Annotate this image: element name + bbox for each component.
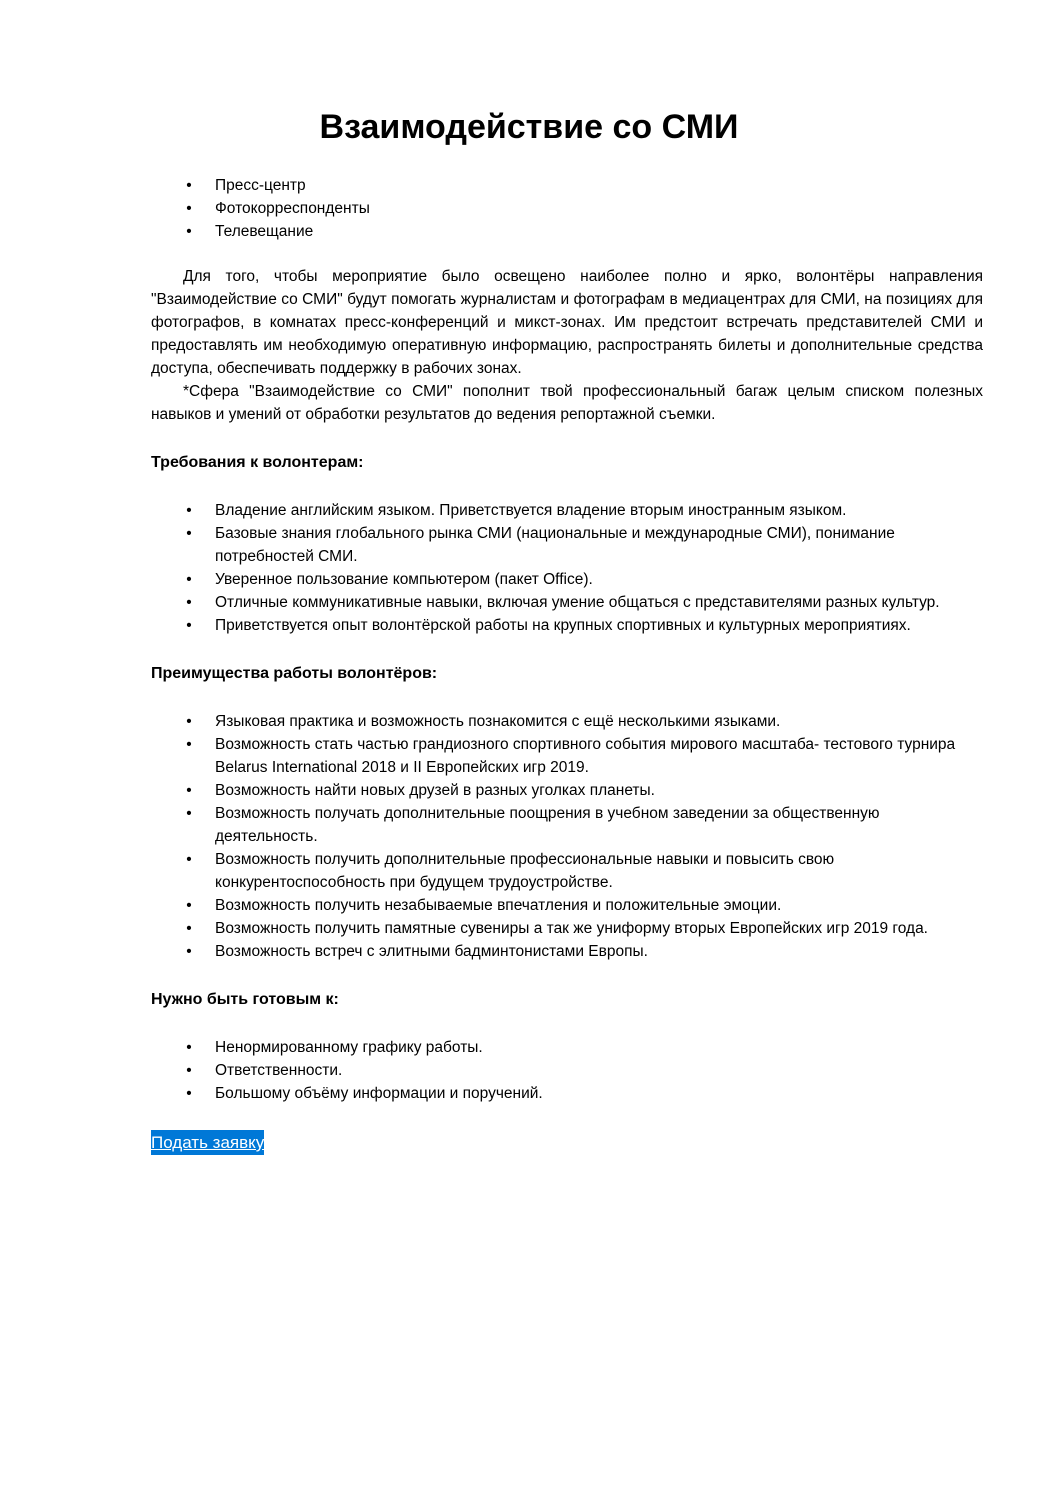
list-item: • Владение английским языком. Приветствуется владение вторым иностранным языком. [151, 499, 983, 522]
bullet-icon: • [186, 594, 192, 611]
document-body [151, 174, 983, 1155]
readiness-list [151, 1036, 983, 1105]
list-item: • Фотокорреспонденты [151, 197, 983, 220]
requirements-heading: Требования к волонтерам: [151, 454, 364, 471]
list-item: • Базовые знания глобального рынка СМИ (национальные и международные СМИ), понимание потребностей СМИ. [151, 522, 983, 568]
list-item: • Отличные коммуникативные навыки, включая умение общаться с представителями разных культур. [151, 591, 983, 614]
note-paragraph: *Сфера "Взаимодействие со СМИ" пополнит твой профессиональный багаж целым списком полезных навыков и умений от обработки результатов до ведения репортажной съемки. [151, 383, 983, 423]
bullet-icon: • [186, 223, 192, 240]
requirements-list [151, 499, 983, 637]
list-item: • Большому объёму информации и поручений. [151, 1082, 983, 1105]
bullet-icon: • [186, 1085, 192, 1102]
bullet-icon: • [186, 525, 192, 542]
list-item: • Ненормированному графику работы. [151, 1036, 983, 1059]
list-item: • Возможность получать дополнительные поощрения в учебном заведении за общественную деятельность. [151, 802, 983, 848]
bullet-icon: • [186, 713, 192, 730]
bullet-icon: • [186, 897, 192, 914]
list-item: • Возможность стать частью грандиозного спортивного события мирового масштаба- тестового турнира Belarus International 2018 и II Европейских игр 2019. [151, 733, 983, 779]
list-item: • Возможность получить памятные сувениры а так же униформу вторых Европейских игр 2019 года. [151, 917, 983, 940]
list-item: • Телевещание [151, 220, 983, 243]
bullet-icon: • [186, 617, 192, 634]
list-item: • Языковая практика и возможность познакомится с ещё несколькими языками. [151, 710, 983, 733]
list-item: • Возможность найти новых друзей в разных уголках планеты. [151, 779, 983, 802]
advantages-heading: Преимущества работы волонтёров: [151, 665, 438, 682]
bullet-icon: • [186, 782, 192, 799]
directions-list [151, 174, 983, 243]
list-item: • Приветствуется опыт волонтёрской работы на крупных спортивных и культурных мероприятиях. [151, 614, 983, 637]
apply-link[interactable]: Подать заявку [151, 1130, 264, 1155]
bullet-icon: • [186, 851, 192, 868]
readiness-heading: Нужно быть готовым к: [151, 991, 339, 1008]
intro-paragraph: Для того, чтобы мероприятие было освещено наиболее полно и ярко, волонтёры направления "Взаимодействие со СМИ" будут помогать журналистам и фотографам в медиацентрах для СМИ, на позициях для фотографов, в комнатах пресс-конференций и микст-зонах. Им предстоит встречать представителей СМИ и предоставлять им необходимую оперативную информацию, распространять билеты и дополнительные средства доступа, обеспечивать поддержку в рабочих зонах. [151, 268, 983, 377]
page-title: Взаимодействие со СМИ [319, 108, 739, 146]
bullet-icon: • [186, 920, 192, 937]
list-item: • Возможность получить дополнительные профессиональные навыки и повысить свою конкурентоспособность при будущем трудоустройстве. [151, 848, 983, 894]
bullet-icon: • [186, 1062, 192, 1079]
list-item: • Пресс-центр [151, 174, 983, 197]
list-item: • Возможность встреч с элитными бадминтонистами Европы. [151, 940, 983, 963]
list-item: • Ответственности. [151, 1059, 983, 1082]
advantages-list [151, 710, 983, 963]
bullet-icon: • [186, 571, 192, 588]
bullet-icon: • [186, 805, 192, 822]
bullet-icon: • [186, 502, 192, 519]
bullet-icon: • [186, 200, 192, 217]
bullet-icon: • [186, 177, 192, 194]
bullet-icon: • [186, 943, 192, 960]
list-item: • Возможность получить незабываемые впечатления и положительные эмоции. [151, 894, 983, 917]
bullet-icon: • [186, 1039, 192, 1056]
bullet-icon: • [186, 736, 192, 753]
list-item: • Уверенное пользование компьютером (пакет Office). [151, 568, 983, 591]
